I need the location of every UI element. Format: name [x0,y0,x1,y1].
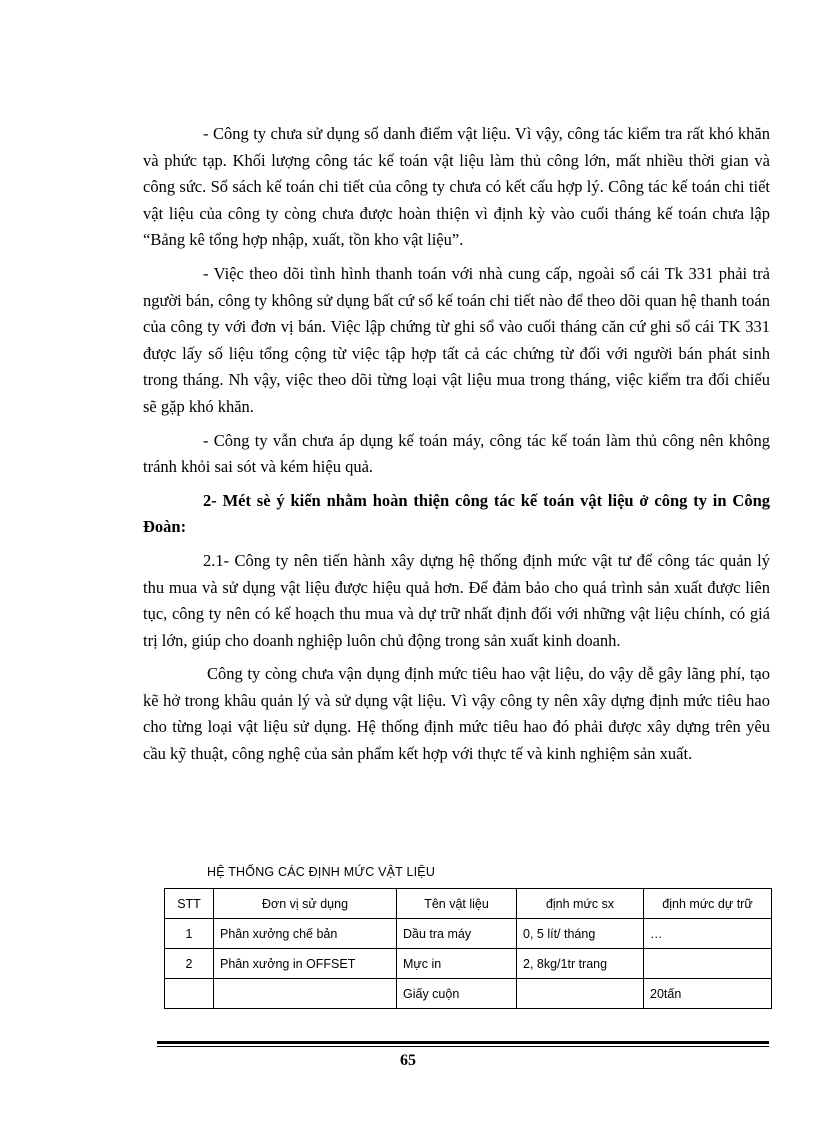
header-stt: STT [165,889,214,919]
cell-unit: Phân xưởng chế bản [214,919,397,949]
table-row [165,949,772,979]
cell-material: Giấy cuộn [397,979,517,1009]
table-row [165,979,772,1009]
table-caption: HỆ THỐNG CÁC ĐỊNH MỨC VẬT LIỆU [207,865,436,879]
cell-stt [165,979,214,1009]
cell-material: Mực in [397,949,517,979]
paragraph-2: - Việc theo dõi tình hình thanh toán với nhà cung cấp, ngoài sổ cái Tk 331 phải trả người bán, công ty không sử dụng bất cứ sổ kế toán chi tiết nào để theo dõi quan hệ thanh toán của công ty với đơn vị bán. Việc lập chứng từ ghi sổ vào cuối tháng căn cứ ghi sổ cái TK 331 được lấy số liệu tổng cộng từ việc tập hợp tất cả các chứng từ đối với người bán phát sinh trong tháng. Nh vậy, việc theo dõi từng loại vật liệu mua trong tháng, việc kiểm tra đối chiếu sẽ gặp khó khăn. [143,263,770,416]
body-text [143,121,770,775]
cell-unit: Phân xưởng in OFFSET [214,949,397,979]
cell-production-norm: 2, 8kg/1tr trang [517,949,644,979]
cell-stt: 2 [165,949,214,979]
cell-material: Dầu tra máy [397,919,517,949]
cell-stt: 1 [165,919,214,949]
footer-rule-thick [157,1041,769,1044]
header-reserve-norm: định mức dự trữ [644,889,772,919]
cell-reserve-norm: … [644,919,772,949]
header-material: Tên vật liệu [397,889,517,919]
cell-production-norm: 0, 5 lít/ tháng [517,919,644,949]
header-unit: Đơn vị sử dụng [214,889,397,919]
cell-production-norm [517,979,644,1009]
footer-rule-thin [157,1046,769,1047]
table-header-row [165,889,772,919]
header-production-norm: định mức sx [517,889,644,919]
cell-reserve-norm [644,949,772,979]
cell-reserve-norm: 20tấn [644,979,772,1009]
section-heading: 2- Mét sè ý kiến nhằm hoàn thiện công tác kế toán vật liệu ở công ty in Công Đoàn: [143,490,770,537]
paragraph-1: - Công ty chưa sử dụng sổ danh điểm vật liệu. Vì vậy, công tác kiểm tra rất khó khăn và phức tạp. Khối lượng công tác kế toán vật liệu làm thủ công lớn, mất nhiều thời gian và công sức. Sổ sách kế toán chi tiết của công ty chưa có kết cấu hợp lý. Công tác kế toán chi tiết vật liệu của công ty còng chưa được hoàn thiện vì định kỳ vào cuối tháng kế toán chưa lập “Bảng kê tổng hợp nhập, xuất, tồn kho vật liệu”. [143,124,770,250]
norms-table [164,888,772,1009]
paragraph-5: Công ty còng chưa vận dụng định mức tiêu hao vật liệu, do vậy dễ gây lãng phí, tạo kẽ hở trong khâu quản lý và sử dụng vật liệu. Vì vậy công ty nên xây dựng định mức tiêu hao cho từng loại vật liệu sử dụng. Hệ thống định mức tiêu hao đó phải được xây dựng trên yêu cầu kỹ thuật, công nghệ của sản phẩm kết hợp với thực tế và kinh nghiệm sản xuất. [143,664,770,764]
paragraph-3: - Công ty vẫn chưa áp dụng kế toán máy, công tác kế toán làm thủ công nên không tránh khỏi sai sót và kém hiệu quả. [143,430,770,477]
paragraph-4: 2.1- Công ty nên tiến hành xây dựng hệ thống định mức vật tư để công tác quản lý thu mua và sử dụng vật liệu được hiệu quả hơn. Để đảm bảo cho quá trình sản xuất được liên tục, công ty nên có kế hoạch thu mua và dự trữ nhất định đối với những vật liệu chính, có giá trị lớn, giúp cho doanh nghiệp luôn chủ động trong sản xuất kinh doanh. [143,550,770,650]
page-number: 65 [400,1052,416,1069]
table-row [165,919,772,949]
cell-unit [214,979,397,1009]
